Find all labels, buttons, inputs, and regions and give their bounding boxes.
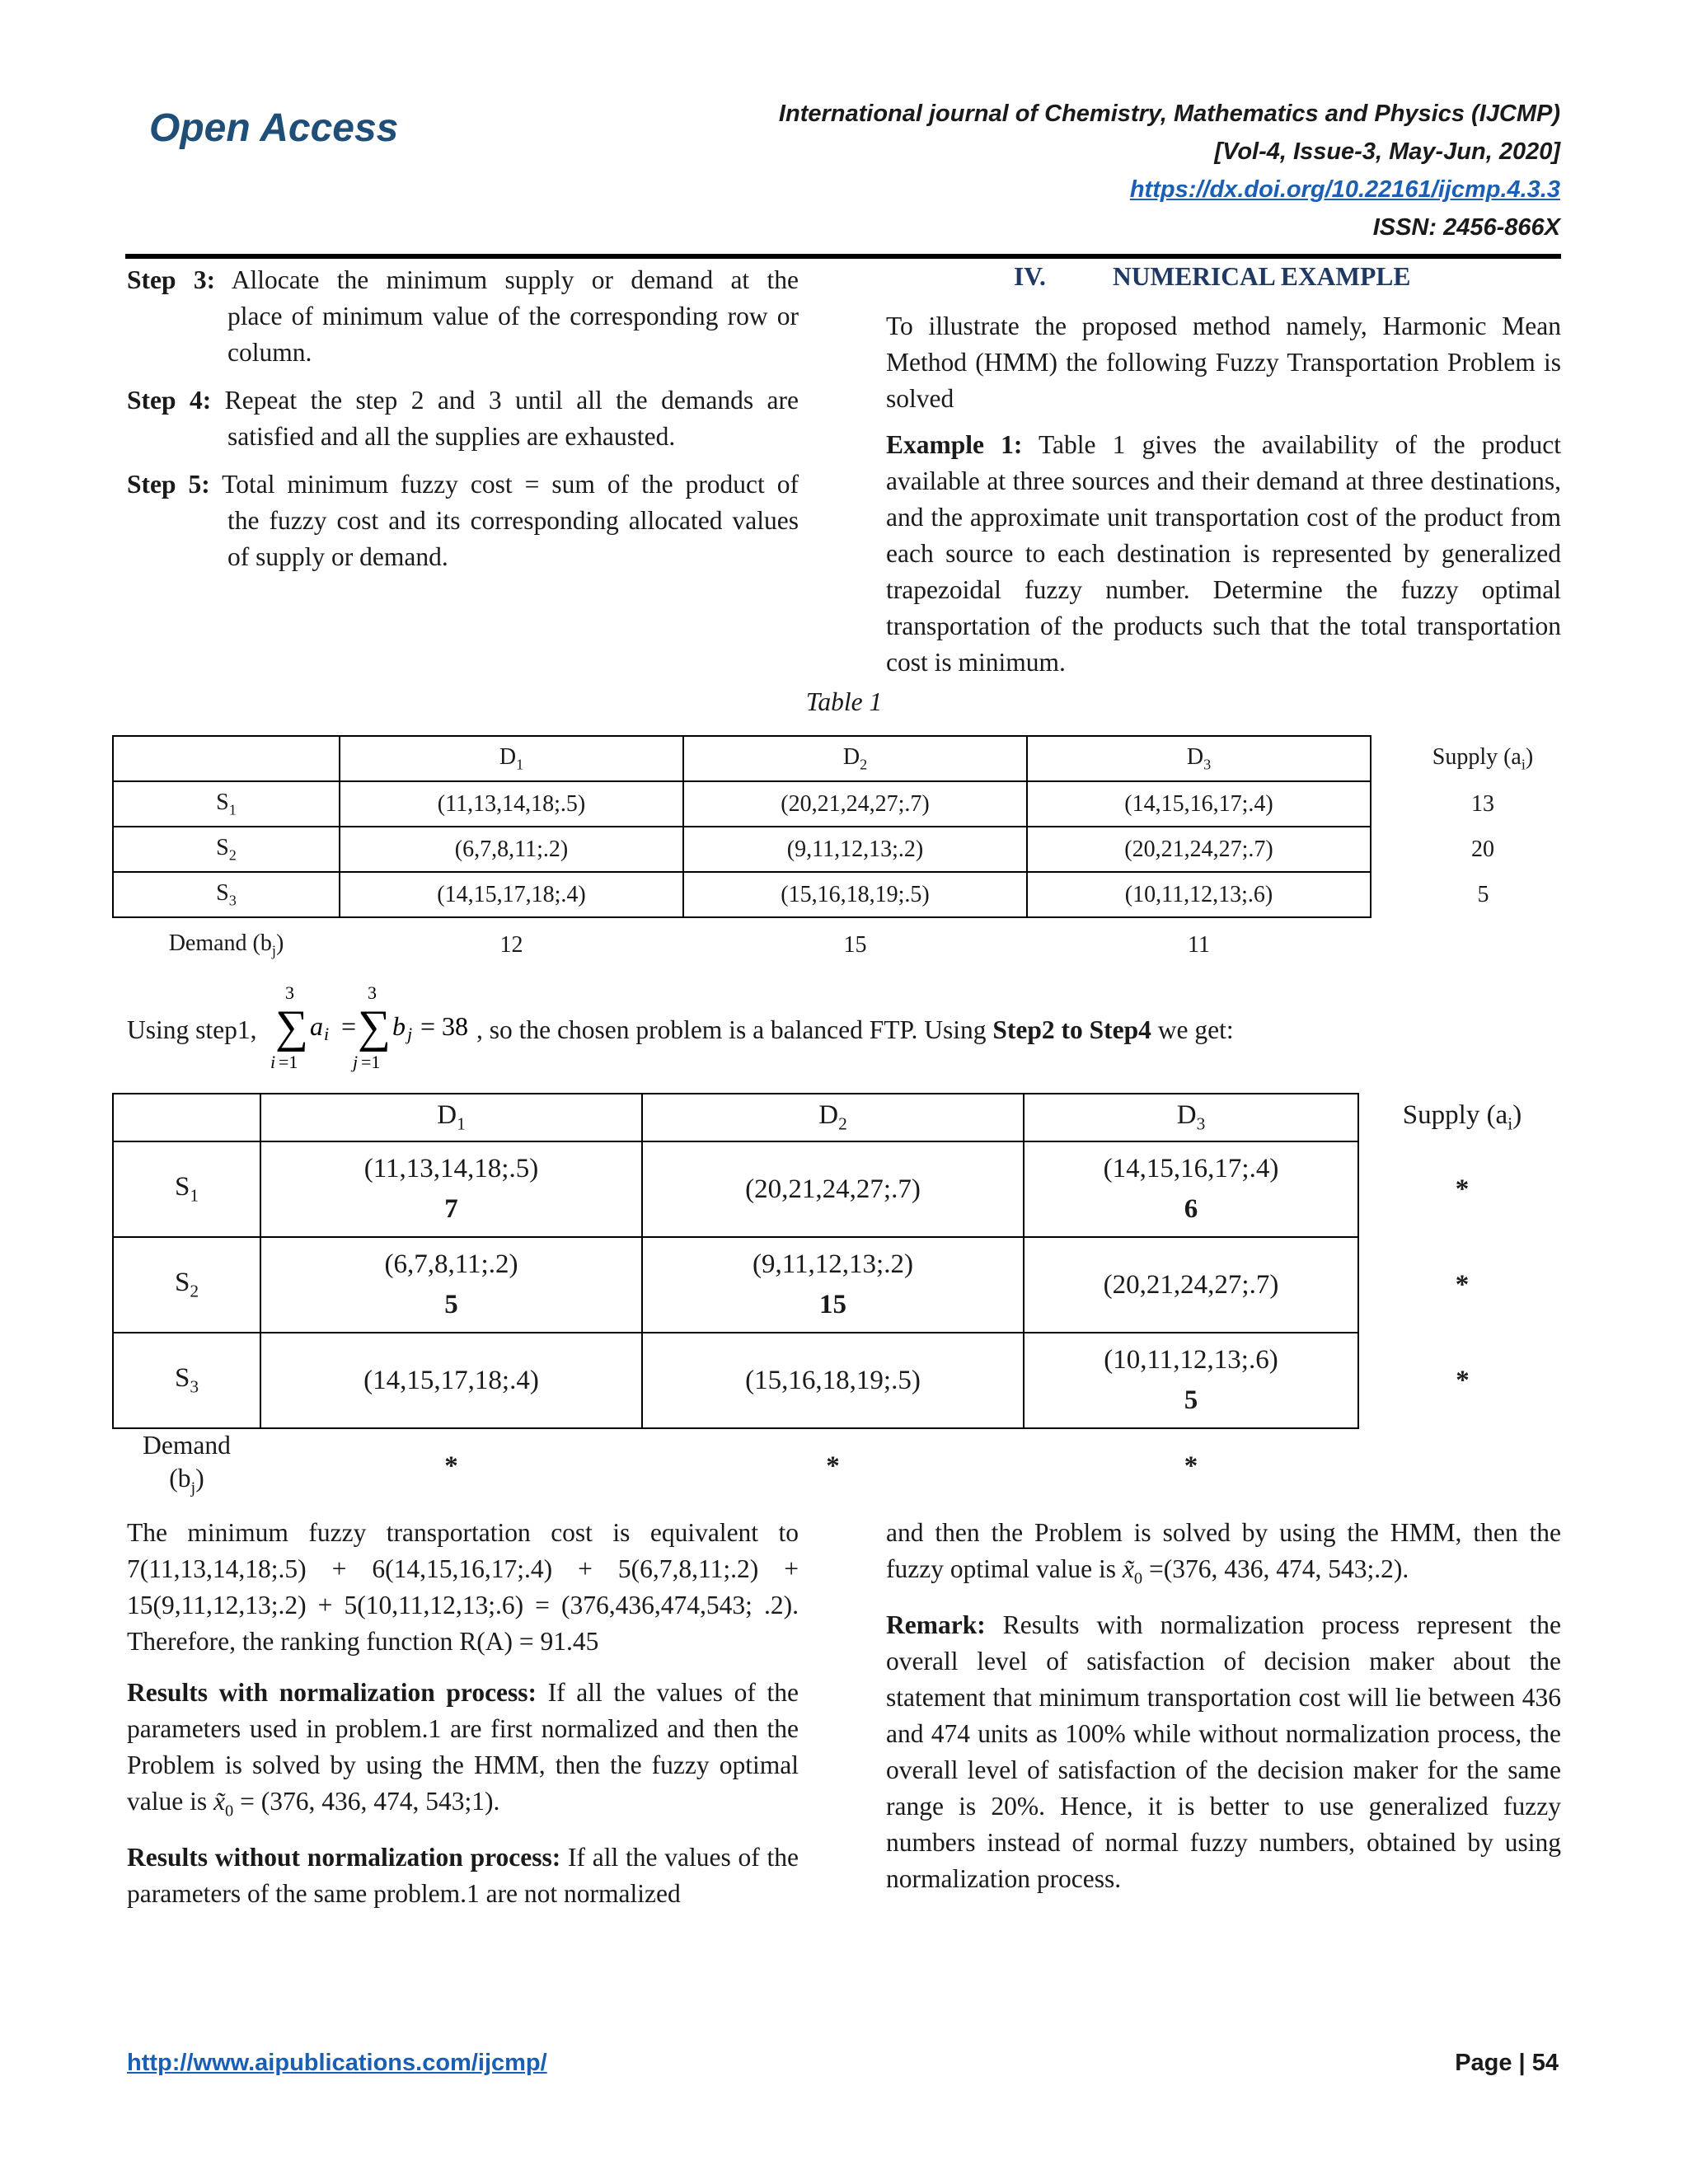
allocation: 7	[444, 1194, 458, 1224]
table-cell: (10,11,12,13;.6)	[1027, 872, 1371, 917]
step1-sentence	[127, 979, 1528, 1078]
supply-header: Supply $(a_i)$	[1402, 1100, 1522, 1134]
supply-value: 13	[1471, 790, 1494, 817]
supply-value: 5	[1477, 881, 1489, 907]
table-cell: (9,11,12,13;.2) 15	[642, 1237, 1024, 1333]
table-cell: (14,15,17,18;.4)	[340, 872, 683, 917]
svg-text:j: j	[353, 1052, 359, 1072]
table-2	[112, 1093, 1567, 1504]
demand-star: *	[444, 1451, 458, 1482]
cost-paragraph: The minimum fuzzy transportation cost is equivalent to 7(11,13,14,18;.5) + 6(14,15,16,17;.4) + 5(6,7,8,11;.2) + 15(9,11,12,13;.2) + 5(10,11,12,13;.6) = (376,436,474,543; .2). Therefore, the ranking function R(A) = 91.45	[127, 1518, 799, 1656]
table-header-row	[113, 736, 1595, 781]
x0-symbol: $x̃_0$	[1122, 1554, 1143, 1588]
step-text-cont: the fuzzy cost and its corresponding allocated values of supply or demand.	[227, 506, 799, 571]
without-normalization-paragraph	[127, 1840, 799, 1912]
table-cell: (11,13,14,18;.5) 7	[260, 1141, 642, 1237]
table-cell: (10,11,12,13;.6) 5	[1024, 1333, 1358, 1428]
table-row	[113, 1237, 1566, 1333]
table-cell: (14,15,17,18;.4)	[260, 1333, 642, 1428]
allocation: 15	[819, 1290, 846, 1319]
steps-list	[127, 262, 799, 575]
supply-star: *	[1455, 1174, 1470, 1204]
svg-text:3: 3	[368, 982, 377, 1003]
hmm-text: and then the Problem is solved by using the HMM, then the fuzzy optimal value is	[886, 1518, 1561, 1583]
normalization-value: = (376, 436, 474, 543;1).	[240, 1787, 500, 1816]
demand-label: Demand $(b_j)$	[143, 1431, 231, 1497]
issn: ISSN: 2456-866X	[1372, 214, 1560, 241]
table-cell: (6,7,8,11;.2) 5	[260, 1237, 642, 1333]
normalization-paragraph	[127, 1675, 799, 1829]
step-label: Step 4:	[127, 386, 212, 415]
svg-text:3: 3	[285, 982, 294, 1003]
col-header-d2: $D_2$	[683, 736, 1027, 781]
step-3	[127, 262, 799, 371]
allocation: 6	[1184, 1194, 1198, 1224]
without-normalization-text: If all the values of the parameters of the same problem.1 are not normalized	[127, 1843, 799, 1908]
table-cell: (15,16,18,19;.5)	[683, 872, 1027, 917]
example-paragraph	[886, 427, 1561, 681]
step-text: Repeat the step 2 and 3 until all the demands are	[224, 386, 799, 415]
step1-bold: Step2 to Step4	[992, 1015, 1151, 1044]
section-number: IV.	[1014, 262, 1046, 291]
footer-url[interactable]: http://www.aipublications.com/ijcmp/	[127, 2050, 547, 2076]
step-5	[127, 466, 799, 575]
step-4	[127, 382, 799, 455]
table-1	[112, 735, 1596, 972]
section-title: NUMERICAL EXAMPLE	[1113, 262, 1411, 291]
table-cell: (15,16,18,19;.5)	[642, 1333, 1024, 1428]
journal-volume: [Vol-4, Issue-3, May-Jun, 2020]	[1214, 138, 1560, 165]
remark-text: Results with normalization process represent the overall level of satisfaction of decision maker about the statement that minimum transportation cost will lie between 436 and 474 units as 100% while without normalization process, the overall level of satisfaction of the decision maker for the same range is 20%. Hence, it is better to use generalized fuzzy numbers instead of normal fuzzy numbers, obtained by using normalization process.	[886, 1610, 1561, 1893]
hmm-value: =(376, 436, 474, 543;.2).	[1149, 1554, 1409, 1583]
supply-value: 20	[1471, 836, 1494, 862]
step1-suffix-text: , so the chosen problem is a balanced FTP. Using	[476, 1015, 987, 1044]
normalization-text: If all the values of the parameters used in problem.1 are first normalized and then the Problem is solved by using the HMM, then the fuzzy optimal value is	[127, 1678, 799, 1816]
header-rule	[125, 254, 1561, 259]
open-access-brand: Open Access	[149, 106, 399, 150]
row-label: $S_1$	[113, 781, 340, 827]
svg-text:=1: =1	[279, 1052, 298, 1072]
svg-text:b: b	[392, 1011, 406, 1041]
table-header-row	[113, 1094, 1566, 1141]
empty-header-cell	[113, 736, 340, 781]
example-label: Example 1:	[886, 430, 1023, 459]
demand-label: Demand $(b_j)$	[168, 930, 284, 959]
demand-value: 11	[1188, 932, 1210, 958]
sum-equals: = 38	[420, 1011, 469, 1041]
allocation: 5	[1184, 1385, 1198, 1415]
col-header-d1: $D_1$	[340, 736, 683, 781]
supply-star: *	[1456, 1365, 1470, 1395]
svg-text:∑: ∑	[275, 1001, 308, 1052]
svg-text:=1: =1	[361, 1052, 381, 1072]
without-normalization-heading: Results without normalization process:	[127, 1843, 561, 1872]
svg-text:a: a	[310, 1011, 323, 1041]
svg-text:=: =	[341, 1011, 357, 1041]
row-label: $S_2$	[113, 1237, 260, 1333]
step-label: Step 5:	[127, 470, 210, 499]
remark-heading: Remark:	[886, 1610, 986, 1639]
page-number: Page | 54	[1455, 2050, 1559, 2076]
table-cell: (20,21,24,27;.7)	[683, 781, 1027, 827]
demand-value: 12	[499, 932, 523, 958]
table-row	[113, 1333, 1566, 1428]
table-row	[113, 827, 1595, 872]
step-label: Step 3:	[127, 265, 216, 294]
col-header-d1: $D_1$	[260, 1094, 642, 1141]
step1-end: we get:	[1157, 1015, 1234, 1044]
hmm-paragraph	[886, 1515, 1561, 1596]
demand-row	[113, 1428, 1566, 1504]
remark-paragraph	[886, 1607, 1561, 1897]
col-header-d3: $D_3$	[1024, 1094, 1358, 1141]
col-header-d2: $D_2$	[642, 1094, 1024, 1141]
col-header-d3: $D_3$	[1027, 736, 1371, 781]
demand-star: *	[1184, 1451, 1198, 1482]
table-cell: (6,7,8,11;.2)	[340, 827, 683, 872]
demand-star: *	[826, 1451, 840, 1482]
table-cell: (11,13,14,18;.5)	[340, 781, 683, 827]
svg-text:i: i	[270, 1052, 276, 1072]
step-text-cont: place of minimum value of the corresponding row or column.	[227, 302, 799, 367]
allocation: 5	[444, 1290, 458, 1319]
supply-header: Supply $(a_i)$	[1432, 743, 1534, 773]
step-text: Allocate the minimum supply or demand at the	[231, 265, 799, 294]
svg-text:j: j	[407, 1024, 413, 1044]
svg-text:∑: ∑	[358, 1001, 391, 1052]
table-cell: (14,15,16,17;.4)	[1027, 781, 1371, 827]
empty-header-cell	[113, 1094, 260, 1141]
step1-suffix	[476, 1015, 1234, 1045]
row-label: $S_3$	[113, 1333, 260, 1428]
table-row	[113, 1141, 1566, 1237]
normalization-heading: Results with normalization process:	[127, 1678, 537, 1707]
step-text: Total minimum fuzzy cost = sum of the product of	[222, 470, 799, 499]
table-row	[113, 781, 1595, 827]
table-cell: (20,21,24,27;.7)	[1024, 1237, 1358, 1333]
row-label: $S_1$	[113, 1141, 260, 1237]
demand-value: 15	[843, 932, 867, 958]
step1-prefix: Using step1,	[127, 1015, 257, 1044]
step-text-cont: satisfied and all the supplies are exhausted.	[227, 422, 676, 451]
table-cell: (14,15,16,17;.4) 6	[1024, 1141, 1358, 1237]
journal-title: International journal of Chemistry, Mathematics and Physics (IJCMP)	[778, 101, 1560, 127]
table-cell: (20,21,24,27;.7)	[642, 1141, 1024, 1237]
example-text: Table 1 gives the availability of the product available at three sources and their demand at three destinations, and the approximate unit transportation cost of the product from each source to each destination is represented by generalized trapezoidal fuzzy number. Determine the fuzzy optimal transportation of the products such that the total transportation cost is minimum.	[886, 430, 1561, 677]
demand-row	[113, 917, 1595, 972]
table-cell: (20,21,24,27;.7)	[1027, 827, 1371, 872]
supply-star: *	[1455, 1269, 1470, 1300]
doi-link[interactable]: https://dx.doi.org/10.22161/ijcmp.4.3.3	[1129, 176, 1560, 203]
row-label: $S_2$	[113, 827, 340, 872]
svg-text:i: i	[324, 1024, 330, 1044]
intro-paragraph: To illustrate the proposed method namely, Harmonic Mean Method (HMM) the following Fuzzy Transportation Problem is solved	[886, 312, 1561, 413]
x0-symbol: $x̃_0$	[213, 1787, 234, 1821]
table1-caption: Table 1	[805, 687, 883, 716]
row-label: $S_3$	[113, 872, 340, 917]
table-row	[113, 872, 1595, 917]
table-cell: (9,11,12,13;.2)	[683, 827, 1027, 872]
